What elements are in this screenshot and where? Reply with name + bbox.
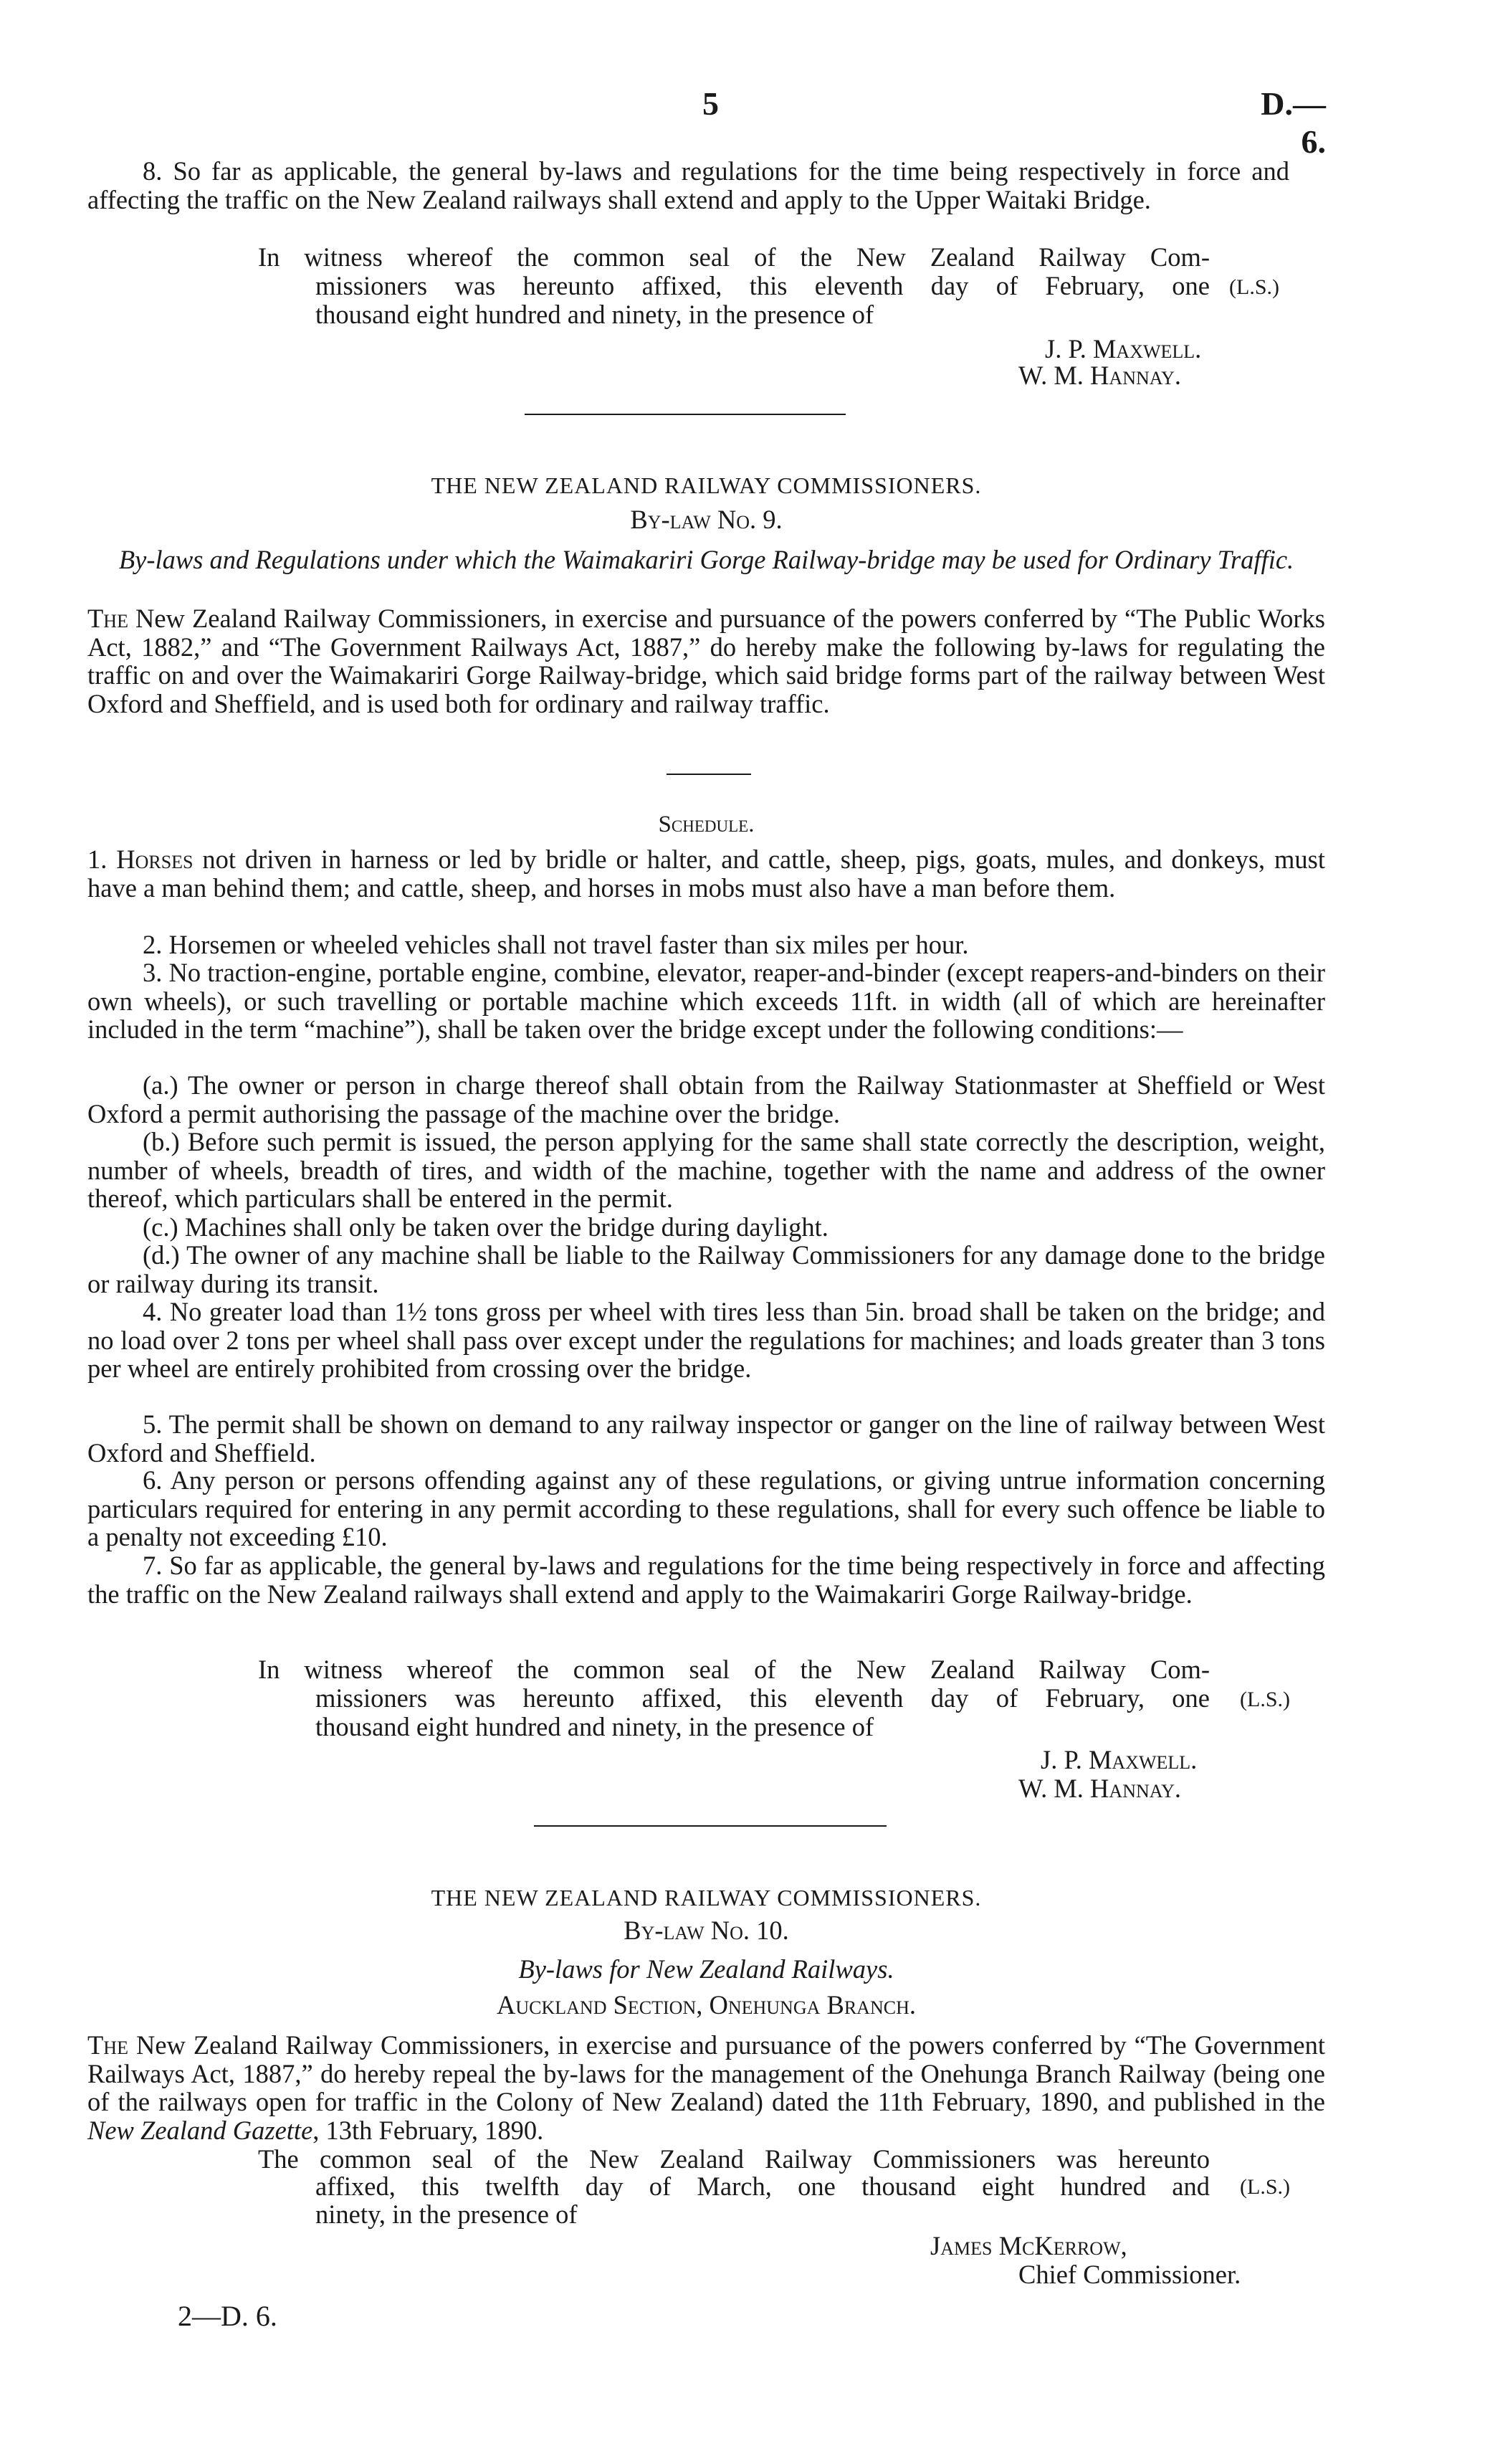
bylaw-10-intro [87, 2031, 1325, 2144]
schedule-heading: Schedule. [658, 812, 755, 837]
schedule-item-3b: (b.) Before such permit is issued, the person applying for the same shall state correctly the description, weight, number of wheels, breadth of tires, and width of the machine, together with the name and address of the owner thereof, which particulars shall be entered in the permit. [87, 1127, 1325, 1213]
witness-line: In witness whereof the common seal of the New Zealand Railway Com- [258, 1655, 1210, 1684]
schedule-item-3: 3. No traction-engine, portable engine, combine, elevator, reaper-and-binder (except reapers-and-binders on their own wheels), or such travelling or portable machine which exceeds 11ft. in width (all of which are hereinafter included in the term “machine”), shall be taken over the bridge except under the following conditions:— [87, 958, 1325, 1044]
bylaw-number: By-law No. 10. [624, 1916, 789, 1945]
clause-8: 8. So far as applicable, the general by-laws and regulations for the time being respectively in force and affecting the traffic on the New Zealand railways shall extend and apply to the Upper Waitaki Bridge. [87, 156, 1289, 214]
witness-line: In witness whereof the common seal of the New Zealand Railway Com- [258, 242, 1210, 272]
bylaw-subtitle: By-laws for New Zealand Railways. [518, 1954, 894, 1984]
signatory-title: Chief Commissioner. [1018, 2260, 1241, 2289]
witness-line: missioners was hereunto affixed, this eleventh day of February, one [315, 271, 1210, 300]
bylaw-subtitle: By-laws and Regulations under which the Waimakariri Gorge Railway-bridge may be used for Ordinary Traffic. [118, 545, 1294, 574]
intro-lead: The [87, 2030, 128, 2060]
schedule-item-7: 7. So far as applicable, the general by-laws and regulations for the time being respectively in force and affecting the traffic on the New Zealand railways shall extend and apply to the Waimakariri Gorge Railway-bridge. [87, 1551, 1325, 1609]
schedule-item-2: 2. Horsemen or wheeled vehicles shall not travel faster than six miles per hour. [143, 930, 969, 959]
signatory-name: W. M. Hannay. [1018, 1774, 1182, 1803]
item-text: not driven in harness or led by bridle or halter, and cattle, sheep, pigs, goats, mules, and donkeys, must have a man behind them; and cattle, sheep, and horses in mobs must also have a man before them. [87, 845, 1326, 903]
witness-line: thousand eight hundred and ninety, in the presence of [315, 1712, 874, 1741]
gazette-title: New Zealand Gazette [87, 2115, 313, 2145]
printer-signature-mark: 2—D. 6. [178, 2300, 277, 2332]
bylaw-section: Auckland Section, Onehunga Branch. [497, 1990, 916, 2020]
bylaw-9-intro [87, 604, 1325, 718]
signatory-name: W. M. Hannay. [1018, 361, 1182, 390]
signatory-name: J. P. Maxwell. [1041, 1745, 1198, 1774]
item-lead: 1. Horses [87, 845, 194, 874]
seal-mark: (L.S.) [1229, 275, 1279, 299]
seal-line: ninety, in the presence of [315, 2199, 578, 2229]
schedule-item-4: 4. No greater load than 1½ tons gross per wheel with tires less than 5in. broad shall be taken on the bridge; and no load over 2 tons per wheel shall pass over except under the regulations for machines; and loads greater than 3 tons per wheel are entirely prohibited from crossing over the bridge. [87, 1297, 1325, 1383]
schedule-item-3c: (c.) Machines shall only be taken over the bridge during daylight. [143, 1212, 828, 1242]
witness-line: missioners was hereunto affixed, this eleventh day of February, one [315, 1683, 1210, 1713]
page-number: 5 [702, 85, 719, 122]
seal-mark: (L.S.) [1240, 1688, 1290, 1711]
seal-line: The common seal of the New Zealand Railway Commissioners was hereunto [258, 2144, 1210, 2174]
bylaw-heading: THE NEW ZEALAND RAILWAY COMMISSIONERS. [431, 1885, 982, 1911]
witness-line: thousand eight hundred and ninety, in the presence of [315, 300, 874, 329]
section-divider [525, 414, 846, 415]
seal-mark: (L.S.) [1240, 2175, 1290, 2199]
bylaw-heading: THE NEW ZEALAND RAILWAY COMMISSIONERS. [431, 472, 982, 498]
short-divider [667, 774, 751, 775]
document-reference: D.—6. [1261, 85, 1326, 160]
schedule-item-3a: (a.) The owner or person in charge thereof shall obtain from the Railway Stationmaster at Sheffield or West Oxford a permit authorising the passage of the machine over the bridge. [87, 1070, 1325, 1128]
schedule-item-3d: (d.) The owner of any machine shall be liable to the Railway Commissioners for any damage done to the bridge or railway during its transit. [87, 1240, 1325, 1298]
intro-text-end: , 13th February, 1890. [312, 2115, 544, 2145]
intro-text: New Zealand Railway Commissioners, in exercise and pursuance of the powers conferred by “The Public Works Act, 1882,” and “The Government Railways Act, 1887,” do hereby make the following by-laws for regulating the traffic on and over the Waimakariri Gorge Railway-bridge, which said bridge forms part of the railway between West Oxford and Sheffield, and is used both for ordinary and railway traffic. [87, 604, 1326, 718]
signatory-name: James McKerrow, [930, 2231, 1127, 2260]
section-divider [534, 1825, 887, 1827]
seal-line: affixed, this twelfth day of March, one thousand eight hundred and [315, 2172, 1210, 2201]
intro-lead: The [87, 604, 128, 633]
schedule-item-5: 5. The permit shall be shown on demand to any railway inspector or ganger on the line of railway between West Oxford and Sheffield. [87, 1409, 1325, 1468]
bylaw-number: By-law No. 9. [630, 505, 783, 534]
intro-text: New Zealand Railway Commissioners, in exercise and pursuance of the powers conferred by “The Government Railways Act, 1887,” do hereby repeal the by-laws for the management of the Onehunga Branch Railway (being one of the railways open for traffic in the Colony of New Zealand) dated the 11th February, 1890, and published in the [87, 2030, 1325, 2116]
schedule-item-1 [87, 845, 1325, 902]
schedule-item-6: 6. Any person or persons offending against any of these regulations, or giving untrue information concerning particulars required for entering in any permit according to these regulations, shall for every such offence be liable to a penalty not exceeding £10. [87, 1465, 1325, 1551]
signatory-name: J. P. Maxwell. [1045, 334, 1202, 363]
